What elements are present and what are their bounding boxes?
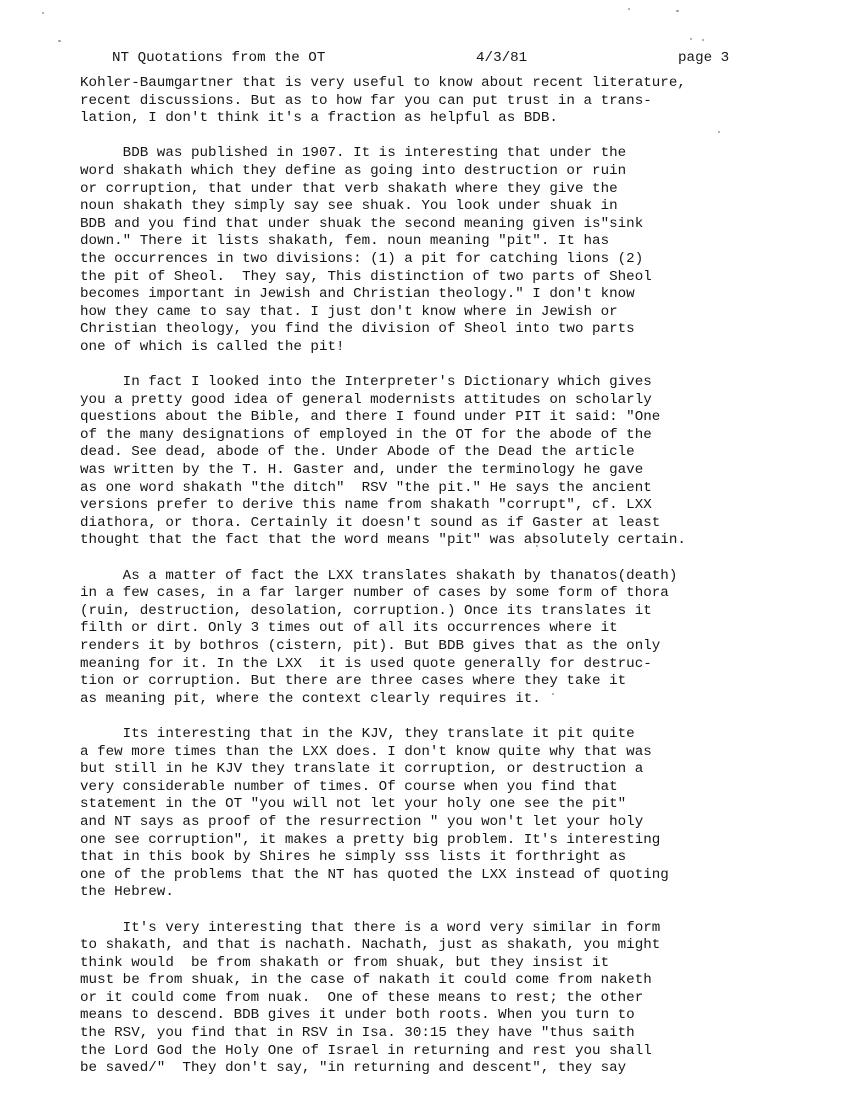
text-line: dead. See dead, abode of the. Under Abode of the Dead the article [80, 444, 635, 461]
text-line: one see corruption", it makes a pretty big problem. It's interesting [80, 831, 661, 848]
text-line: and NT says as proof of the resurrection " you won't let your holy [80, 813, 644, 830]
text-line: statement in the OT "you will not let your holy one see the pit" [80, 796, 627, 813]
text-line: think would be from shakath or from shuak, but they insist it [80, 954, 610, 971]
page-header [80, 50, 760, 70]
text-line: or it could come from nuak. One of these means to rest; the other [80, 989, 644, 1006]
text-line: questions about the Bible, and there I found under PIT it said: "One [80, 409, 661, 426]
paragraph [80, 568, 810, 709]
text-line: BDB was published in 1907. It is interesting that under the [80, 145, 627, 162]
scan-speck [628, 8, 630, 10]
text-line: lation, I don't think it's a fraction as helpful as BDB. [80, 110, 558, 127]
header-title: NT Quotations from the OT [112, 50, 326, 66]
text-line: word shakath which they define as going into destruction or ruin [80, 162, 627, 179]
text-line: filth or dirt. Only 3 times out of all its occurrences where it [80, 620, 618, 637]
text-line: renders it by bothros (cistern, pit). But BDB gives that as the only [80, 638, 661, 654]
text-line: the occurrences in two divisions: (1) a pit for catching lions (2) [80, 250, 644, 267]
text-line: As a matter of fact the LXX translates shakath by thanatos(death) [80, 567, 678, 584]
text-line: thought that the fact that the word means "pit" was absolutely certain. [80, 532, 686, 549]
text-line: but still in he KJV they translate it corruption, or destruction a [80, 761, 644, 778]
text-line: Christian theology, you find the division of Sheol into two parts [80, 321, 635, 338]
text-line: or corruption, that under that verb shakath where they give the [80, 180, 618, 197]
text-line: noun shakath they simply say see shuak. You look under shuak in [80, 198, 618, 215]
text-line: versions prefer to derive this name from shakath "corrupt", cf. LXX [80, 497, 652, 514]
document-body [80, 75, 810, 1095]
paragraph [80, 920, 810, 1078]
text-line: to shakath, and that is nachath. Nachath, just as shakath, you might [80, 937, 661, 954]
text-line: the RSV, you find that in RSV in Isa. 30:15 they have "thus saith [80, 1025, 635, 1042]
text-line: diathora, or thora. Certainly it doesn't sound as if Gaster at least [80, 514, 661, 531]
text-line: the Hebrew. [80, 884, 174, 901]
text-line: a few more times than the LXX does. I don't know quite why that was [80, 743, 652, 760]
text-line: means to descend. BDB gives it under both roots. When you turn to [80, 1007, 635, 1024]
text-line: as one word shakath "the ditch" RSV "the pit." He says the ancient [80, 479, 652, 496]
scan-speck [702, 39, 704, 41]
text-line: recent discussions. But as to how far you can put trust in a trans- [80, 92, 652, 109]
header-page-number: page 3 [678, 50, 730, 66]
paragraph [80, 726, 810, 902]
text-line: one of the problems that the NT has quoted the LXX instead of quoting [80, 866, 669, 883]
text-line: the pit of Sheol. They say, This distinction of two parts of Sheol [80, 268, 652, 285]
text-line: that in this book by Shires he simply sss lists it forthright as [80, 849, 627, 866]
text-line: It's very interesting that there is a word very similar in form [80, 919, 661, 936]
text-line: must be from shuak, in the case of nakath it could come from naketh [80, 972, 652, 989]
scan-speck [58, 40, 61, 42]
text-line: very considerable number of times. Of course when you find that [80, 778, 618, 795]
text-line: you a pretty good idea of general modernists attitudes on scholarly [80, 391, 652, 408]
text-line: in a few cases, in a far larger number of cases by some form of thora [80, 585, 669, 602]
text-line: In fact I looked into the Interpreter's Dictionary which gives [80, 374, 652, 391]
text-line: of the many designations of employed in the OT for the abode of the [80, 426, 652, 443]
scan-speck [42, 12, 44, 14]
text-line: meaning for it. In the LXX it is used quote generally for destruc- [80, 655, 652, 672]
scan-speck [690, 38, 692, 40]
text-line: BDB and you find that under shuak the second meaning given is"sink [80, 215, 644, 232]
paragraph [80, 75, 810, 128]
text-line: down." There it lists shakath, fem. noun meaning "pit". It has [80, 233, 610, 250]
text-line: tion or corruption. But there are three cases where they take it [80, 673, 627, 690]
text-line: as meaning pit, where the context clearly requires it. [80, 690, 541, 707]
header-date: 4/3/81 [476, 50, 528, 66]
scan-speck [676, 10, 679, 12]
text-line: Its interesting that in the KJV, they translate it pit quite [80, 725, 635, 742]
text-line: Kohler-Baumgartner that is very useful to know about recent literature, [80, 75, 686, 91]
text-line: how they came to say that. I just don't know where in Jewish or [80, 303, 618, 320]
text-line: (ruin, destruction, desolation, corruption.) Once its translates it [80, 602, 652, 619]
text-line: was written by the T. H. Gaster and, under the terminology he gave [80, 462, 644, 479]
text-line: the Lord God the Holy One of Israel in returning and rest you shall [80, 1042, 652, 1059]
paragraph [80, 374, 810, 550]
text-line: becomes important in Jewish and Christian theology." I don't know [80, 286, 635, 303]
text-line: be saved/" They don't say, "in returning and descent", they say [80, 1060, 627, 1077]
text-line: one of which is called the pit! [80, 338, 345, 355]
paragraph [80, 145, 810, 356]
